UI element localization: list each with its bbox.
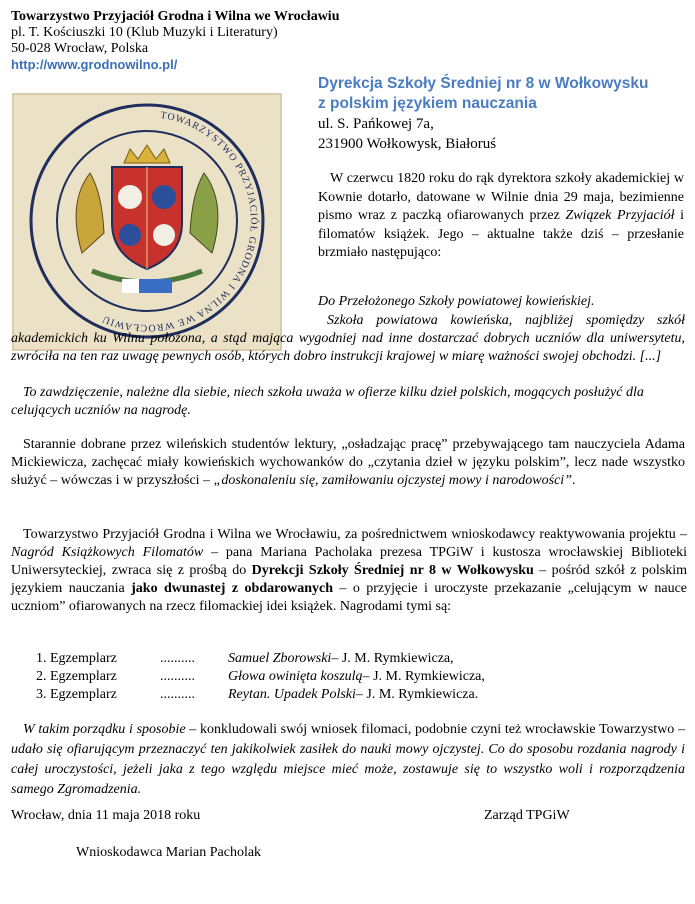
sender-website-link[interactable]: http://www.grodnowilno.pl/ bbox=[11, 57, 178, 72]
sender-org: Towarzystwo Przyjaciół Grodna i Wilna we Wrocławiu bbox=[11, 9, 340, 24]
list-item: 2. Egzemplarz .......... Głowa owinięta koszulą – J. M. Rymkiewicza, bbox=[36, 669, 485, 684]
prize-list bbox=[36, 650, 485, 704]
paragraph-request: Towarzystwo Przyjaciół Grodna i Wilna we Wrocławiu, za pośrednictwem wnioskodawcy reaktywowania projektu – Nagród Książkowych Filomatów – pana Mariana Pacholaka prezesa TPGiW i kustosza wrocławskiej Biblioteki Uniwersyteckiej, zwraca się z prośbą do Dyrekcji Szkoły Średniej nr 8 w Wołkowysku – pośród szkół z polskim językiem nauczania jako dwunastej z obdarowanych – o przyjęcie i uroczyste przekazanie „celującym w nauce uczniom” ofiarowanych na rzecz filomackiej idei książek. Nagrodami tymi są: bbox=[11, 527, 688, 614]
list-item: 3. Egzemplarz .......... Reytan. Upadek Polski – J. M. Rymkiewicza. bbox=[36, 687, 479, 702]
signature-applicant: Wnioskodawca Marian Pacholak bbox=[76, 845, 262, 860]
signature-board: Zarząd TPGiW bbox=[484, 808, 570, 823]
sender-block bbox=[11, 9, 340, 74]
closing-paragraph: W takim porządku i sposobie – konkludowali swój wniosek filomaci, podobnie czyni też wrocławskie Towarzystwo – udało się ofiarującym przeznaczyć ten jakikolwiek zasiłek do nauki mowy ojczystej. Co do sposobu rozdania nagrody i całej uroczystości, jeżeli jaka z tego względu miejsce mieć może, zostawuje się to wszystko woli i rozporządzenia samego Zgromadzenia. bbox=[11, 722, 686, 797]
seal-ring-text: TOWARZYSTWO PRZYJACIÓŁ GRODNA I WILNA WE WROCŁAWIU bbox=[100, 109, 259, 334]
paragraph-lectures: Starannie dobrane przez wileńskich studentów lektury, „osładzając pracę” przebywającego tam nauczyciela Adama Mickiewicza, zachęcać miały kowieńskich wychowanków do „czytania dzieł w języku polskim”, lecz nade wszystko służyć – wówczas i w przyszłości – „doskonaleniu się, zamiłowaniu ojczystej mowy i narodowości”. bbox=[11, 437, 685, 488]
place-date: Wrocław, dnia 11 maja 2018 roku bbox=[11, 808, 201, 823]
sender-address-line1: pl. T. Kościuszki 10 (Klub Muzyki i Literatury) bbox=[11, 25, 278, 40]
intro-paragraph: W czerwcu 1820 roku do rąk dyrektora szkoły akademickiej w Kownie dotarło, datowane w Wilnie dnia 29 maja, bezimienne pismo wraz z paczką ofiarowanych przez Związek Przyjaciół i filomatów książek. Jego – aktualne także dziś – przesłanie brzmiało następująco: bbox=[318, 171, 684, 260]
quote-heading: Do Przełożonego Szkoły powiatowej kowieńskiej. bbox=[318, 294, 595, 309]
sender-address-line2: 50-028 Wrocław, Polska bbox=[11, 41, 149, 56]
recipient-block bbox=[318, 74, 690, 154]
recipient-school-line1: Dyrekcja Szkoły Średniej nr 8 w Wołkowysku bbox=[318, 75, 649, 92]
list-item: 1. Egzemplarz .......... Samuel Zborowski – J. M. Rymkiewicza, bbox=[36, 651, 454, 666]
quote-body-1: Szkoła powiatowa kowieńska, najbliżej spomiędzy szkół akademickich ku Wilnu położona, a stąd mająca wygodniej nad inne dostarczać dobrych uczniów dla uniwersytetu, zwróciła na ten raz uwagę pewnych osób, których dobro instrukcji krajowej w miarę ważności swojej obchodzi. [...] bbox=[11, 313, 685, 364]
quote-body-2: To zawdzięczenie, należne dla siebie, niech szkoła uważa w ofierze kilku dzieł polskich, mogących posłużyć dla celujących uczniów na nagrodę. bbox=[11, 385, 644, 418]
recipient-street: ul. S. Pańkowej 7a, bbox=[318, 116, 434, 132]
recipient-school-line2: z polskim językiem nauczania bbox=[318, 95, 537, 112]
recipient-city: 231900 Wołkowysk, Białoruś bbox=[318, 136, 497, 152]
